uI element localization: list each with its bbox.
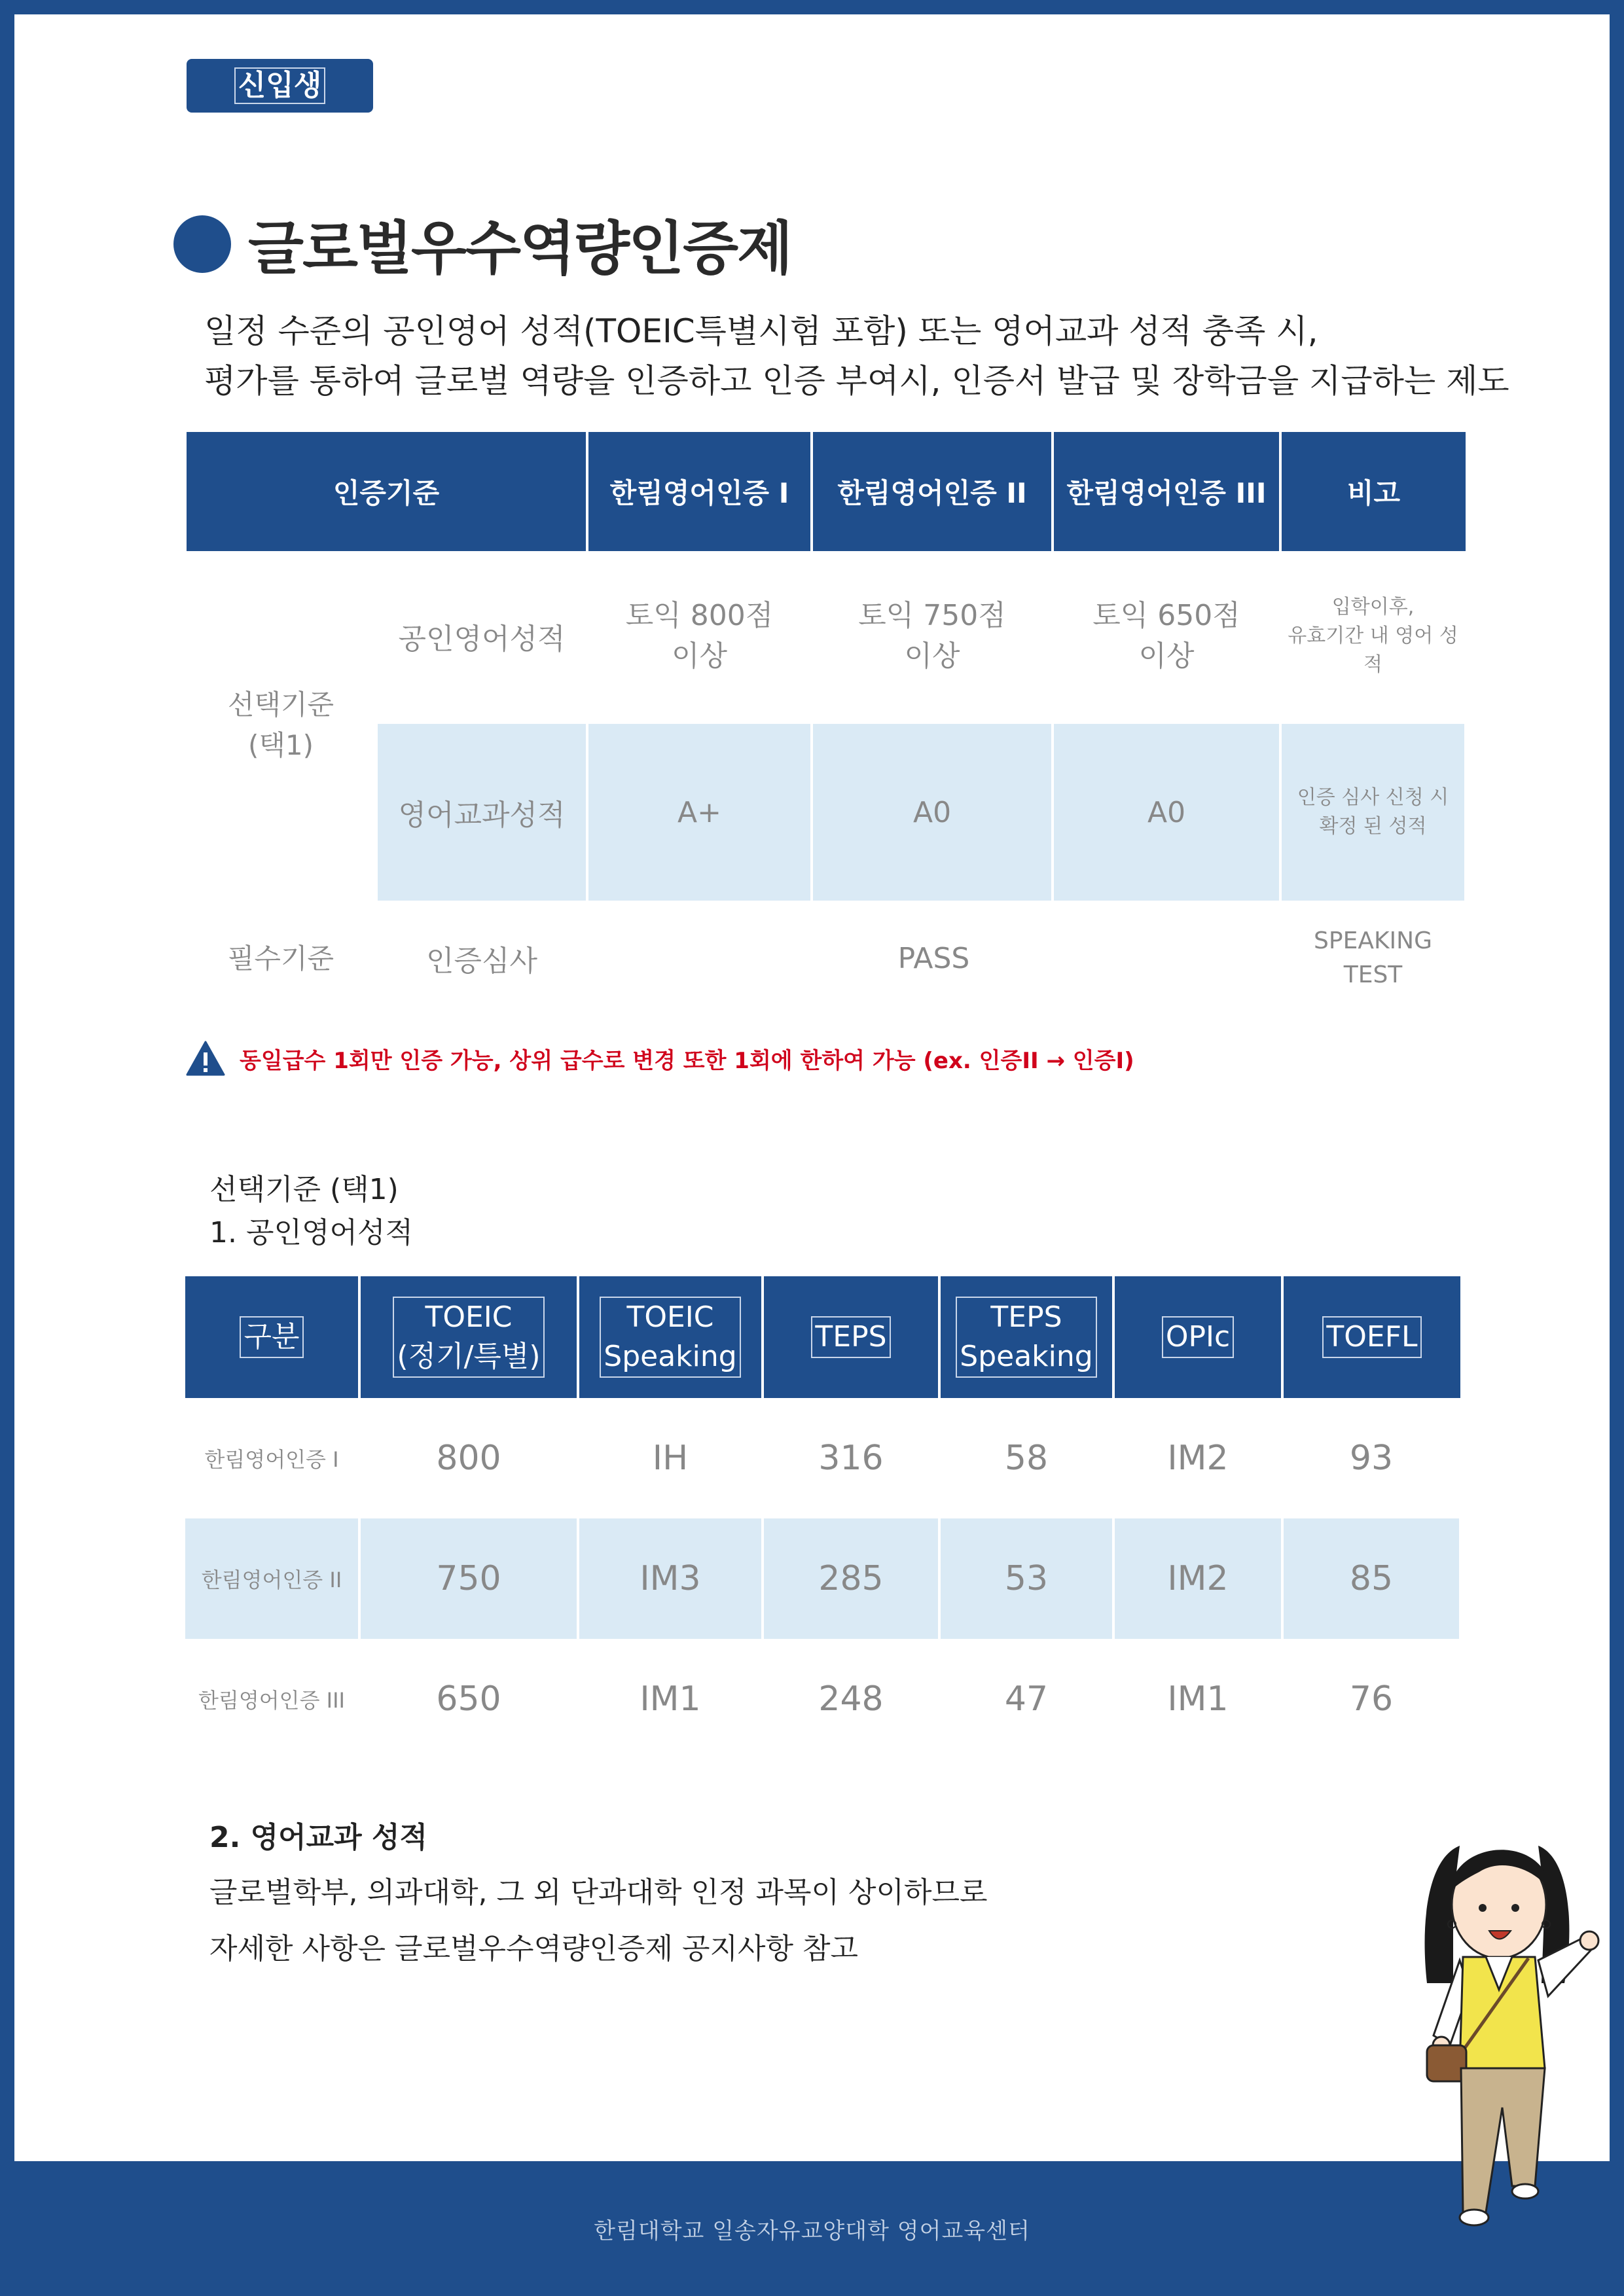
intro-text [204, 306, 1509, 406]
section-1-heading [209, 1168, 413, 1255]
header-opic: OPIc [1113, 1276, 1282, 1398]
freshman-badge [187, 59, 373, 113]
title-row [173, 203, 791, 285]
table-row [185, 1639, 1460, 1759]
student-illustration [1388, 1820, 1604, 2265]
table-row [185, 1518, 1460, 1639]
section-2 [209, 1816, 987, 1984]
header-category: 구분 [185, 1276, 359, 1398]
note-cell: 입학이후, 유효기간 내 영어 성적 [1280, 551, 1466, 723]
table-cell: IH [578, 1398, 763, 1518]
footer [0, 2161, 1624, 2296]
table-row [187, 551, 1466, 723]
header-toeic-speaking: TOEIC Speaking [578, 1276, 763, 1398]
header-level-2: 한림영어인증 II [812, 432, 1053, 551]
table-cell: A+ [587, 723, 812, 901]
table-cell: 토익 650점 이상 [1053, 551, 1280, 723]
table-cell: A0 [812, 723, 1053, 901]
section-2-line-1: 글로벌학부, 의과대학, 그 외 단과대학 인정 과목이 상이하므로 [209, 1876, 988, 1909]
table-cell: IM1 [1113, 1639, 1282, 1759]
warning-notice [186, 1041, 1134, 1076]
row-label: 인증심사 [376, 901, 587, 1016]
section-1-line-1: 선택기준 (택1) [209, 1173, 399, 1206]
table-cell: 53 [939, 1518, 1113, 1639]
table-cell: 토익 800점 이상 [587, 551, 812, 723]
section-2-heading: 2. 영어교과 성적 [209, 1821, 427, 1854]
header-criteria: 인증기준 [187, 432, 587, 551]
note-cell: 인증 심사 신청 시 확정 된 성적 [1280, 723, 1466, 901]
header-teps: TEPS [763, 1276, 939, 1398]
row-label: 한림영어인증 II [185, 1518, 359, 1639]
header-level-3: 한림영어인증 III [1053, 432, 1280, 551]
badge-label: 신입생 [234, 67, 326, 104]
note-cell: SPEAKING TEST [1280, 901, 1466, 1016]
table-cell: 800 [359, 1398, 578, 1518]
table-cell: 85 [1282, 1518, 1460, 1639]
table-cell: 58 [939, 1398, 1113, 1518]
header-teps-speaking: TEPS Speaking [939, 1276, 1113, 1398]
table-row [187, 723, 1466, 901]
row-label: 영어교과성적 [376, 723, 587, 901]
table-cell: IM3 [578, 1518, 763, 1639]
table-cell: A0 [1053, 723, 1280, 901]
required-criteria-label: 필수기준 [187, 901, 376, 1016]
table-cell: IM2 [1113, 1518, 1282, 1639]
header-toeic: TOEIC (정기/특별) [359, 1276, 578, 1398]
bullet-circle-icon [173, 215, 231, 273]
intro-line-1: 일정 수준의 공인영어 성적(TOEIC특별시험 포함) 또는 영어교과 성적 충족 시, [204, 312, 1318, 350]
intro-line-2: 평가를 통하여 글로벌 역량을 인증하고 인증 부여시, 인증서 발급 및 장학금을 지급하는 제도 [204, 362, 1509, 400]
row-label: 한림영어인증 III [185, 1639, 359, 1759]
table-row [187, 901, 1466, 1016]
table-cell: 650 [359, 1639, 578, 1759]
section-2-line-2: 자세한 사항은 글로벌우수역량인증제 공지사항 참고 [209, 1932, 859, 1965]
table-cell: 93 [1282, 1398, 1460, 1518]
warning-icon [186, 1041, 225, 1076]
header-toefl: TOEFL [1282, 1276, 1460, 1398]
criteria-table [187, 432, 1467, 1016]
table-row [185, 1398, 1460, 1518]
warning-text: 동일급수 1회만 인증 가능, 상위 급수로 변경 또한 1회에 한하여 가능 (ex. 인증II → 인증I) [240, 1047, 1134, 1074]
table-cell: 47 [939, 1639, 1113, 1759]
table-cell: IM1 [578, 1639, 763, 1759]
table-cell: 248 [763, 1639, 939, 1759]
table-cell: 285 [763, 1518, 939, 1639]
section-1-line-2: 1. 공인영어성적 [209, 1216, 413, 1249]
header-level-1: 한림영어인증 I [587, 432, 812, 551]
footer-text: 한림대학교 일송자유교양대학 영어교육센터 [594, 2217, 1030, 2244]
table-cell: 76 [1282, 1639, 1460, 1759]
select-criteria-label: 선택기준 (택1) [187, 551, 376, 901]
table-cell: 316 [763, 1398, 939, 1518]
table-cell: IM2 [1113, 1398, 1282, 1518]
header-note: 비고 [1280, 432, 1466, 551]
row-label: 한림영어인증 I [185, 1398, 359, 1518]
table-cell: PASS [587, 901, 1280, 1016]
row-label: 공인영어성적 [376, 551, 587, 723]
score-table [185, 1276, 1462, 1759]
table-cell: 750 [359, 1518, 578, 1639]
page-title: 글로벌우수역량인증제 [248, 215, 792, 282]
table-cell: 토익 750점 이상 [812, 551, 1053, 723]
